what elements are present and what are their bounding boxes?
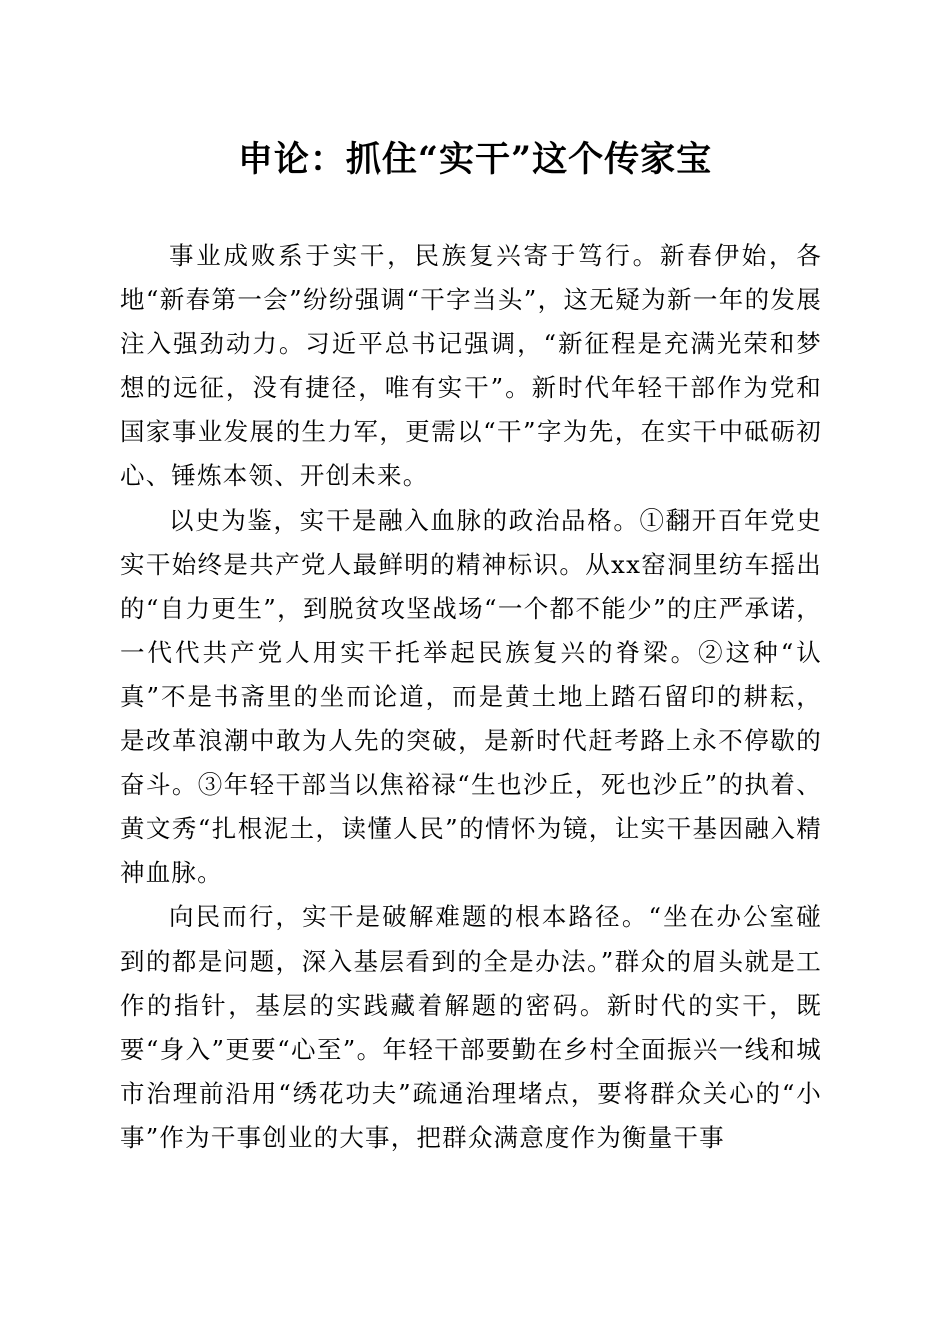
paragraph-2: 以史为鉴，实干是融入血脉的政治品格。①翻开百年党史实干始终是共产党人最鲜明的精神标识。从xx窑洞里纺车摇出的“自力更生”，到脱贫攻坚战场“一个都不能少”的庄严承诺，一代代共产党人用实干托举起民族复兴的脊梁。②这种“认真”不是书斋里的坐而论道，而是黄土地上踏石留印的耕耘，是改革浪潮中敢为人先的突破，是新时代赶考路上永不停歇的奋斗。③年轻干部当以焦裕禄“生也沙丘，死也沙丘”的执着、黄文秀“扎根泥土，读懂人民”的情怀为镜，让实干基因融入精神血脉。 [120, 505, 822, 888]
document-body [120, 234, 822, 1160]
paragraph-3: 向民而行，实干是破解难题的根本路径。“坐在办公室碰到的都是问题，深入基层看到的全是办法。”群众的眉头就是工作的指针，基层的实践藏着解题的密码。新时代的实干，既要“身入”更要“心至”。年轻干部要勤在乡村全面振兴一线和城市治理前沿用“绣花功夫”疏通治理堵点，要将群众关心的“小事”作为干事创业的大事，把群众满意度作为衡量干事 [120, 902, 822, 1152]
paragraph-1: 事业成败系于实干，民族复兴寄于笃行。新春伊始，各地“新春第一会”纷纷强调“干字当头”，这无疑为新一年的发展注入强劲动力。习近平总书记强调，“新征程是充满光荣和梦想的远征，没有捷径，唯有实干”。新时代年轻干部作为党和国家事业发展的生力军，更需以“干”字为先，在实干中砥砺初心、锤炼本领、开创未来。 [120, 241, 822, 491]
document-title: 申论：抓住“实干”这个传家宝 [237, 139, 713, 180]
